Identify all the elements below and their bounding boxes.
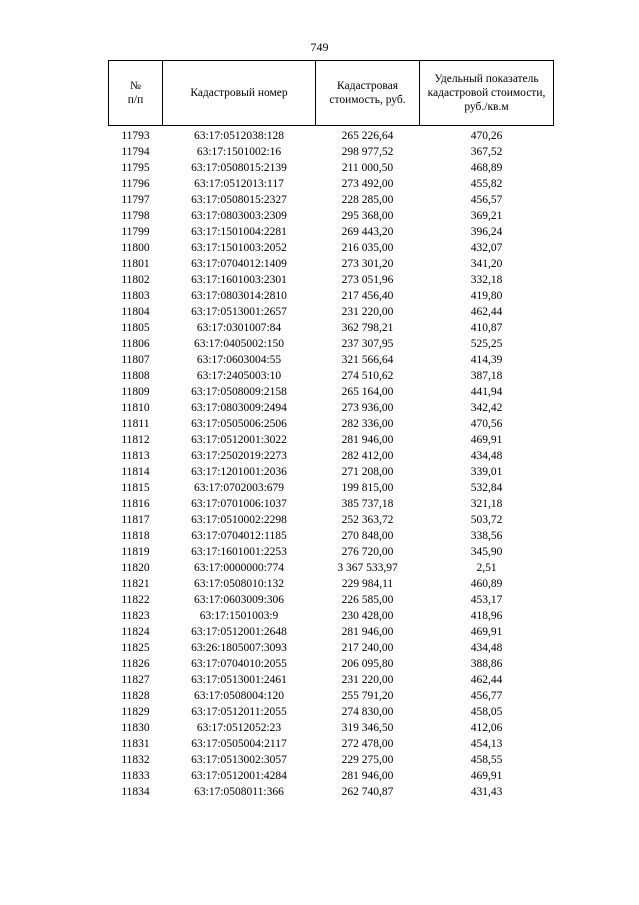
cadastral-value-cell: 226 585,00 bbox=[341, 594, 394, 606]
page-number: 749 bbox=[310, 40, 329, 54]
specific-value-cell: 388,86 bbox=[470, 658, 503, 670]
cadastral-value-cell: 228 285,00 bbox=[341, 194, 394, 206]
table-row bbox=[109, 528, 554, 544]
specific-value-cell: 321,18 bbox=[470, 498, 503, 510]
specific-value-cell: 453,17 bbox=[470, 594, 503, 606]
table-row bbox=[109, 544, 554, 560]
cadastral-value-cell: 255 791,20 bbox=[341, 690, 394, 702]
specific-value-cell: 2,51 bbox=[476, 562, 497, 574]
header-cadastral-number: Кадастровый номер bbox=[163, 61, 316, 126]
specific-value-cell: 396,24 bbox=[470, 226, 503, 238]
cadastral-value-cell: 272 478,00 bbox=[341, 738, 394, 750]
specific-value-cell: 441,94 bbox=[470, 386, 503, 398]
row-number-cell: 11793 bbox=[121, 130, 150, 142]
specific-value-cell: 418,96 bbox=[470, 610, 503, 622]
table-header bbox=[109, 61, 554, 126]
cadastral-number-cell: 63:17:0803014:2810 bbox=[191, 290, 287, 302]
cadastral-value-cell: 262 740,87 bbox=[341, 786, 394, 798]
cadastral-number-cell: 63:17:0508004:120 bbox=[193, 690, 285, 702]
cadastral-number-cell: 63:17:1501002:16 bbox=[196, 146, 282, 158]
row-number-cell: 11807 bbox=[121, 354, 150, 366]
table-row bbox=[109, 432, 554, 448]
table-row bbox=[109, 640, 554, 656]
cadastral-number-cell: 63:17:1201001:2036 bbox=[191, 466, 287, 478]
cadastral-number-cell: 63:17:0000000:774 bbox=[193, 562, 285, 574]
cadastral-number-cell: 63:17:0505006:2506 bbox=[191, 418, 287, 430]
specific-value-cell: 532,84 bbox=[470, 482, 503, 494]
row-number-cell: 11821 bbox=[121, 578, 150, 590]
specific-value-cell: 339,01 bbox=[470, 466, 503, 478]
cadastral-value-cell: 321 566,64 bbox=[341, 354, 394, 366]
specific-value-cell: 345,90 bbox=[470, 546, 503, 558]
table-row bbox=[109, 304, 554, 320]
table-row bbox=[109, 144, 554, 160]
specific-value-cell: 456,57 bbox=[470, 194, 503, 206]
row-number-cell: 11833 bbox=[121, 770, 150, 782]
row-number-cell: 11806 bbox=[121, 338, 150, 350]
specific-value-cell: 338,56 bbox=[470, 530, 503, 542]
cadastral-number-cell: 63:17:0508015:2139 bbox=[191, 162, 287, 174]
specific-value-cell: 470,26 bbox=[470, 130, 503, 142]
cadastral-number-cell: 63:17:0803009:2494 bbox=[191, 402, 287, 414]
cadastral-value-cell: 199 815,00 bbox=[341, 482, 394, 494]
cadastral-value-cell: 252 363,72 bbox=[341, 514, 394, 526]
row-number-cell: 11822 bbox=[121, 594, 150, 606]
cadastral-number-cell: 63:17:1601003:2301 bbox=[191, 274, 287, 286]
cadastral-value-cell: 229 984,11 bbox=[341, 578, 394, 590]
table-row bbox=[109, 224, 554, 240]
table-row bbox=[109, 464, 554, 480]
cadastral-number-cell: 63:17:0510002:2298 bbox=[191, 514, 287, 526]
cadastral-value-cell: 237 307,95 bbox=[341, 338, 394, 350]
table-row bbox=[109, 176, 554, 192]
cadastral-value-cell: 281 946,00 bbox=[341, 434, 394, 446]
row-number-cell: 11802 bbox=[121, 274, 150, 286]
row-number-cell: 11808 bbox=[121, 370, 150, 382]
table-row bbox=[109, 480, 554, 496]
table-row bbox=[109, 576, 554, 592]
specific-value-cell: 410,87 bbox=[470, 322, 503, 334]
cadastral-number-cell: 63:17:0513001:2657 bbox=[191, 306, 287, 318]
cadastral-number-cell: 63:17:0512001:2648 bbox=[191, 626, 287, 638]
cadastral-value-cell: 269 443,20 bbox=[341, 226, 394, 238]
table-row bbox=[109, 240, 554, 256]
cadastral-value-cell: 274 830,00 bbox=[341, 706, 394, 718]
cadastral-value-cell: 229 275,00 bbox=[341, 754, 394, 766]
row-number-cell: 11804 bbox=[121, 306, 150, 318]
specific-value-cell: 412,06 bbox=[470, 722, 503, 734]
row-number-cell: 11810 bbox=[121, 402, 150, 414]
specific-value-cell: 458,05 bbox=[470, 706, 503, 718]
row-number-cell: 11809 bbox=[121, 386, 150, 398]
cadastral-value-cell: 273 936,00 bbox=[341, 402, 394, 414]
header-specific-value: Удельный показатель кадастровой стоимости, руб./кв.м bbox=[420, 61, 554, 126]
table-row bbox=[109, 560, 554, 576]
table-row bbox=[109, 320, 554, 336]
cadastral-value-cell: 3 367 533,97 bbox=[337, 562, 398, 574]
cadastral-value-cell: 385 737,18 bbox=[341, 498, 394, 510]
specific-value-cell: 434,48 bbox=[470, 450, 503, 462]
cadastral-number-cell: 63:17:0702003:679 bbox=[193, 482, 285, 494]
cadastral-value-cell: 265 226,64 bbox=[341, 130, 394, 142]
cadastral-value-cell: 281 946,00 bbox=[341, 770, 394, 782]
specific-value-cell: 454,13 bbox=[470, 738, 503, 750]
cadastral-value-table bbox=[108, 60, 554, 800]
row-number-cell: 11800 bbox=[121, 242, 150, 254]
cadastral-number-cell: 63:17:1601001:2253 bbox=[191, 546, 287, 558]
row-number-cell: 11797 bbox=[121, 194, 150, 206]
cadastral-value-cell: 282 412,00 bbox=[341, 450, 394, 462]
specific-value-cell: 434,48 bbox=[470, 642, 503, 654]
table-row bbox=[109, 704, 554, 720]
table-row bbox=[109, 400, 554, 416]
cadastral-number-cell: 63:17:1501003:9 bbox=[199, 610, 279, 622]
cadastral-value-cell: 273 301,20 bbox=[341, 258, 394, 270]
row-number-cell: 11824 bbox=[121, 626, 150, 638]
table-row bbox=[109, 768, 554, 784]
specific-value-cell: 468,89 bbox=[470, 162, 503, 174]
specific-value-cell: 367,52 bbox=[470, 146, 503, 158]
cadastral-number-cell: 63:17:0704010:2055 bbox=[191, 658, 287, 670]
cadastral-value-cell: 276 720,00 bbox=[341, 546, 394, 558]
specific-value-cell: 414,39 bbox=[470, 354, 503, 366]
row-number-cell: 11816 bbox=[121, 498, 150, 510]
specific-value-cell: 456,77 bbox=[470, 690, 503, 702]
cadastral-value-cell: 217 456,40 bbox=[341, 290, 394, 302]
cadastral-number-cell: 63:17:0513002:3057 bbox=[191, 754, 287, 766]
cadastral-number-cell: 63:17:0508011:366 bbox=[194, 786, 284, 798]
cadastral-value-cell: 281 946,00 bbox=[341, 626, 394, 638]
row-number-cell: 11815 bbox=[121, 482, 150, 494]
row-number-cell: 11825 bbox=[121, 642, 150, 654]
cadastral-value-cell: 273 051,96 bbox=[341, 274, 394, 286]
specific-value-cell: 462,44 bbox=[470, 306, 503, 318]
header-row-number: № п/п bbox=[109, 61, 163, 126]
cadastral-value-cell: 216 035,00 bbox=[341, 242, 394, 254]
row-number-cell: 11801 bbox=[121, 258, 150, 270]
cadastral-value-cell: 231 220,00 bbox=[341, 674, 394, 686]
table-row bbox=[109, 416, 554, 432]
table-row bbox=[109, 656, 554, 672]
row-number-cell: 11794 bbox=[121, 146, 150, 158]
row-number-cell: 11830 bbox=[121, 722, 150, 734]
row-number-cell: 11814 bbox=[121, 466, 150, 478]
cadastral-value-cell: 298 977,52 bbox=[341, 146, 394, 158]
cadastral-value-cell: 270 848,00 bbox=[341, 530, 394, 542]
row-number-cell: 11799 bbox=[121, 226, 150, 238]
table-row bbox=[109, 752, 554, 768]
specific-value-cell: 460,89 bbox=[470, 578, 503, 590]
cadastral-value-cell: 362 798,21 bbox=[341, 322, 394, 334]
table-row bbox=[109, 336, 554, 352]
cadastral-number-cell: 63:17:0512052:23 bbox=[196, 722, 282, 734]
cadastral-number-cell: 63:17:0513001:2461 bbox=[191, 674, 287, 686]
cadastral-number-cell: 63:17:0704012:1185 bbox=[191, 530, 287, 542]
cadastral-number-cell: 63:17:1501003:2052 bbox=[191, 242, 287, 254]
cadastral-number-cell: 63:17:0512011:2055 bbox=[191, 706, 287, 718]
specific-value-cell: 342,42 bbox=[470, 402, 503, 414]
cadastral-number-cell: 63:17:0512001:3022 bbox=[191, 434, 287, 446]
table-row bbox=[109, 720, 554, 736]
specific-value-cell: 469,91 bbox=[470, 626, 503, 638]
cadastral-value-cell: 271 208,00 bbox=[341, 466, 394, 478]
header-row bbox=[109, 61, 554, 126]
cadastral-value-cell: 231 220,00 bbox=[341, 306, 394, 318]
cadastral-number-cell: 63:17:0512038:128 bbox=[193, 130, 285, 142]
table-row bbox=[109, 384, 554, 400]
cadastral-number-cell: 63:17:0508009:2158 bbox=[191, 386, 287, 398]
cadastral-number-cell: 63:17:0508015:2327 bbox=[191, 194, 287, 206]
row-number-cell: 11831 bbox=[121, 738, 150, 750]
cadastral-value-cell: 319 346,50 bbox=[341, 722, 394, 734]
cadastral-number-cell: 63:17:2502019:2273 bbox=[191, 450, 287, 462]
specific-value-cell: 458,55 bbox=[470, 754, 503, 766]
row-number-cell: 11795 bbox=[121, 162, 150, 174]
table-row bbox=[109, 784, 554, 800]
row-number-cell: 11829 bbox=[121, 706, 150, 718]
specific-value-cell: 503,72 bbox=[470, 514, 503, 526]
row-number-cell: 11805 bbox=[121, 322, 150, 334]
cadastral-number-cell: 63:17:0405002:150 bbox=[193, 338, 285, 350]
table-row bbox=[109, 688, 554, 704]
row-number-cell: 11803 bbox=[121, 290, 150, 302]
specific-value-cell: 419,80 bbox=[470, 290, 503, 302]
specific-value-cell: 469,91 bbox=[470, 770, 503, 782]
table-row bbox=[109, 624, 554, 640]
cadastral-number-cell: 63:17:0505004:2117 bbox=[191, 738, 287, 750]
table-row bbox=[109, 352, 554, 368]
table-row bbox=[109, 496, 554, 512]
row-number-cell: 11832 bbox=[121, 754, 150, 766]
specific-value-cell: 525,25 bbox=[470, 338, 503, 350]
cadastral-number-cell: 63:17:0701006:1037 bbox=[191, 498, 287, 510]
specific-value-cell: 432,07 bbox=[470, 242, 503, 254]
table-row bbox=[109, 126, 554, 145]
row-number-cell: 11798 bbox=[121, 210, 150, 222]
specific-value-cell: 369,21 bbox=[470, 210, 503, 222]
table-row bbox=[109, 736, 554, 752]
table-row bbox=[109, 672, 554, 688]
specific-value-cell: 431,43 bbox=[470, 786, 503, 798]
cadastral-number-cell: 63:17:0603004:55 bbox=[196, 354, 282, 366]
row-number-cell: 11834 bbox=[121, 786, 150, 798]
table-row bbox=[109, 208, 554, 224]
row-number-cell: 11796 bbox=[121, 178, 150, 190]
specific-value-cell: 462,44 bbox=[470, 674, 503, 686]
header-cadastral-value: Кадастровая стоимость, руб. bbox=[316, 61, 420, 126]
row-number-cell: 11820 bbox=[121, 562, 150, 574]
row-number-cell: 11813 bbox=[121, 450, 150, 462]
table-row bbox=[109, 192, 554, 208]
row-number-cell: 11828 bbox=[121, 690, 150, 702]
specific-value-cell: 332,18 bbox=[470, 274, 503, 286]
row-number-cell: 11823 bbox=[121, 610, 150, 622]
table-row bbox=[109, 448, 554, 464]
cadastral-value-cell: 230 428,00 bbox=[341, 610, 394, 622]
cadastral-number-cell: 63:17:1501004:2281 bbox=[191, 226, 287, 238]
table-row bbox=[109, 160, 554, 176]
cadastral-value-cell: 295 368,00 bbox=[341, 210, 394, 222]
cadastral-number-cell: 63:17:0512001:4284 bbox=[191, 770, 287, 782]
specific-value-cell: 469,91 bbox=[470, 434, 503, 446]
cadastral-value-cell: 273 492,00 bbox=[341, 178, 394, 190]
table-body bbox=[109, 126, 554, 801]
table-row bbox=[109, 512, 554, 528]
table-row bbox=[109, 288, 554, 304]
specific-value-cell: 470,56 bbox=[470, 418, 503, 430]
cadastral-value-cell: 217 240,00 bbox=[341, 642, 394, 654]
row-number-cell: 11812 bbox=[121, 434, 150, 446]
row-number-cell: 11827 bbox=[121, 674, 150, 686]
specific-value-cell: 387,18 bbox=[470, 370, 503, 382]
cadastral-number-cell: 63:17:0508010:132 bbox=[193, 578, 285, 590]
cadastral-number-cell: 63:17:0301007:84 bbox=[196, 322, 282, 334]
row-number-cell: 11818 bbox=[121, 530, 150, 542]
specific-value-cell: 341,20 bbox=[470, 258, 503, 270]
table-row bbox=[109, 368, 554, 384]
row-number-cell: 11826 bbox=[121, 658, 150, 670]
row-number-cell: 11819 bbox=[121, 546, 150, 558]
cadastral-value-cell: 206 095,80 bbox=[341, 658, 394, 670]
specific-value-cell: 455,82 bbox=[470, 178, 503, 190]
row-number-cell: 11811 bbox=[121, 418, 150, 430]
table-row bbox=[109, 272, 554, 288]
cadastral-number-cell: 63:17:2405003:10 bbox=[196, 370, 282, 382]
cadastral-number-cell: 63:17:0704012:1409 bbox=[191, 258, 287, 270]
table-row bbox=[109, 608, 554, 624]
cadastral-value-cell: 265 164,00 bbox=[341, 386, 394, 398]
cadastral-number-cell: 63:17:0603009:306 bbox=[193, 594, 285, 606]
cadastral-value-cell: 282 336,00 bbox=[341, 418, 394, 430]
cadastral-number-cell: 63:17:0803003:2309 bbox=[191, 210, 287, 222]
cadastral-number-cell: 63:26:1805007:3093 bbox=[191, 642, 287, 654]
cadastral-value-cell: 211 000,50 bbox=[341, 162, 394, 174]
cadastral-value-cell: 274 510,62 bbox=[341, 370, 394, 382]
row-number-cell: 11817 bbox=[121, 514, 150, 526]
cadastral-number-cell: 63:17:0512013:117 bbox=[194, 178, 284, 190]
table-row bbox=[109, 592, 554, 608]
table-row bbox=[109, 256, 554, 272]
